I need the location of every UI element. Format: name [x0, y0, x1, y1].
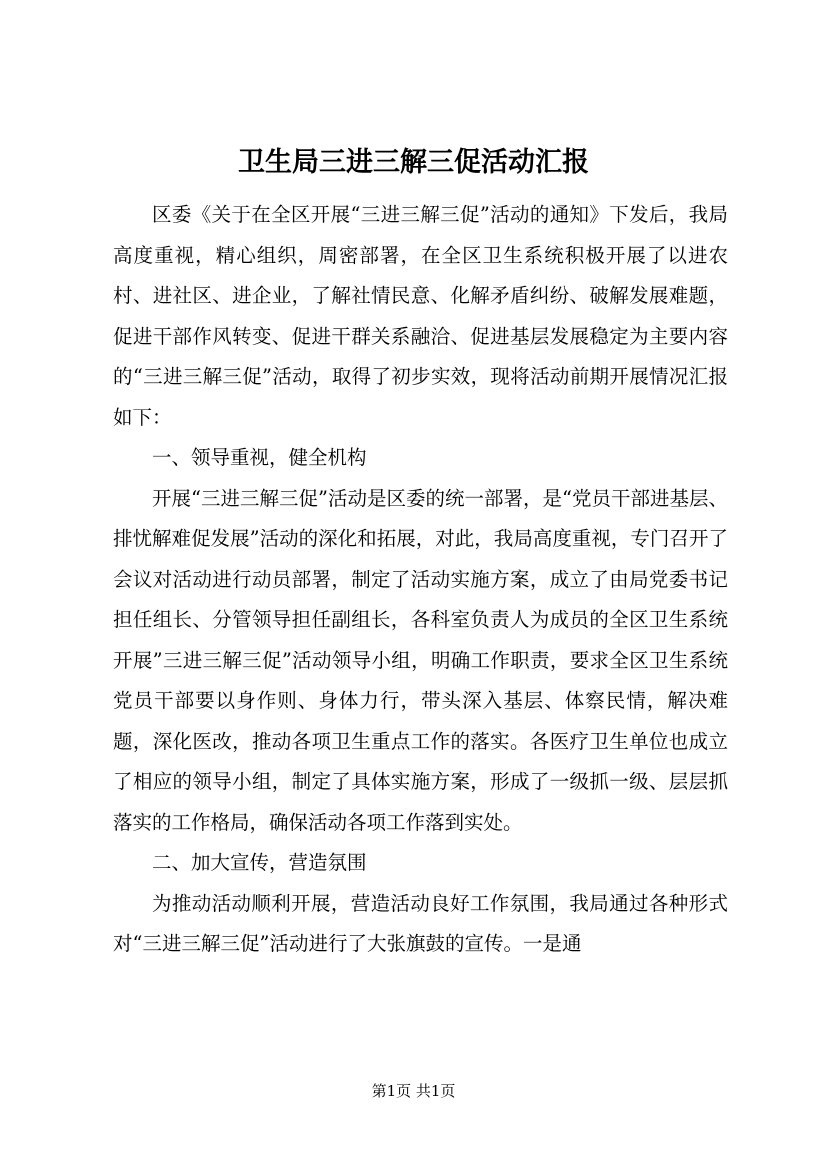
paragraph-intro: 区委《关于在全区开展“三进三解三促”活动的通知》下发后，我局高度重视，精心组织，周密部署，在全区卫生系统积极开展了以进农村、进社区、进企业，了解社情民意、化解矛盾纠纷、破解发展难题，促进干部作风转变、促进干群关系融洽、促进基层发展稳定为主要内容的“三进三解三促”活动，取得了初步实效，现将活动前期开展情况汇报如下： — [113, 203, 728, 429]
paragraph-section-1: 开展“三进三解三促”活动是区委的统一部署，是“党员干部进基层、排忧解难促发展”活动的深化和拓展，对此，我局高度重视，专门召开了会议对活动进行动员部署，制定了活动实施方案，成立了由局党委书记担任组长、分管领导担任副组长，各科室负责人为成员的全区卫生系统开展”三进三解三促”活动领导小组，明确工作职责，要求全区卫生系统党员干部要以身作则、身体力行，带头深入基层、体察民情，解决难题，深化医改，推动各项卫生重点工作的落实。各医疗卫生单位也成立了相应的领导小组，制定了具体实施方案，形成了一级抓一级、层层抓落实的工作格局，确保活动各项工作落到实处。 — [113, 486, 728, 834]
page-footer: 第1页 共1页 — [371, 1082, 456, 1100]
paragraph-section-2: 为推动活动顺利开展，营造活动良好工作氛围，我局通过各种形式对“三进三解三促”活动进行了大张旗鼓的宣传。一是通 — [113, 891, 728, 955]
document-title: 卫生局三进三解三促活动汇报 — [238, 147, 589, 178]
section-heading-1: 一、领导重视，健全机构 — [152, 446, 367, 469]
document-body — [113, 195, 728, 965]
section-heading-2: 二、加大宣传，营造氛围 — [152, 851, 367, 874]
